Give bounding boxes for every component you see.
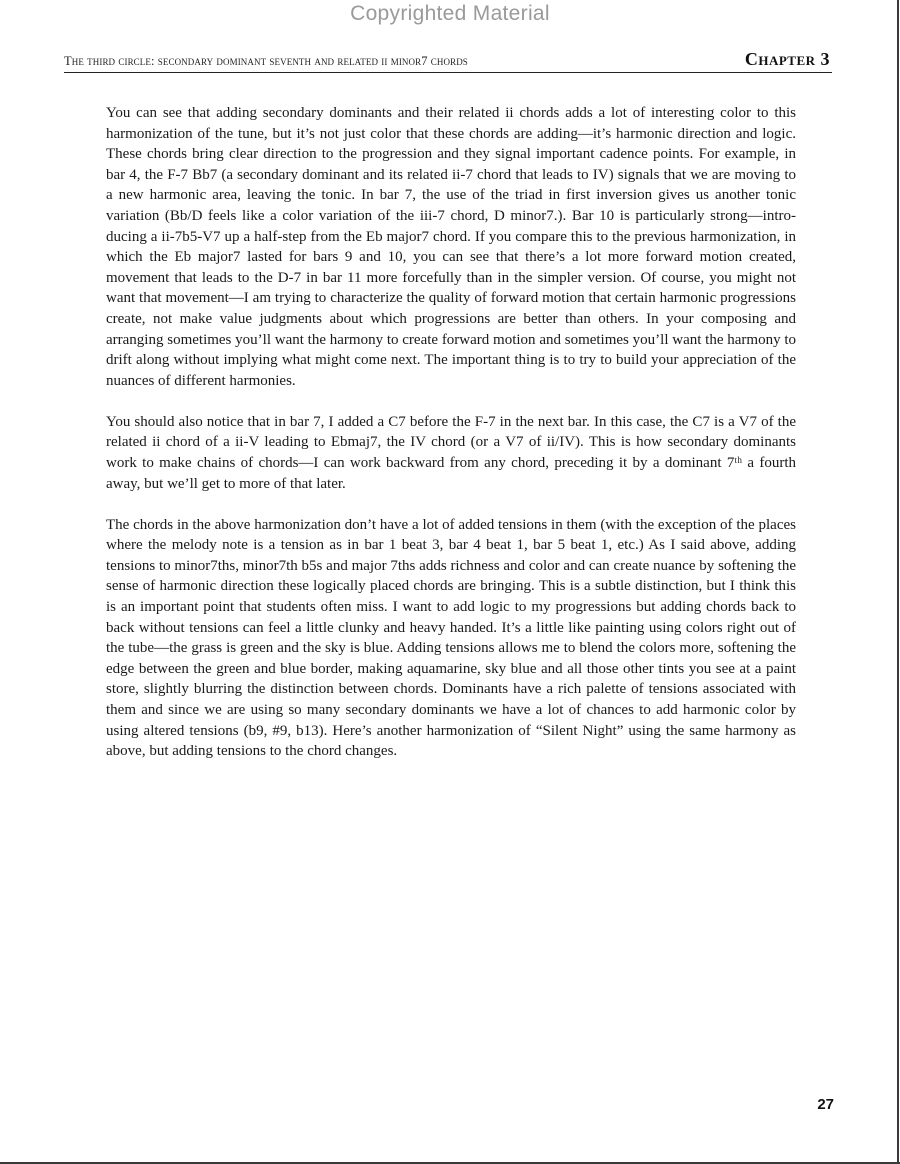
page-number: 27 xyxy=(817,1096,834,1113)
chapter-label: Chapter 3 xyxy=(744,49,830,69)
running-header xyxy=(64,48,832,73)
page-edge-right xyxy=(897,0,899,1164)
running-header-title: The third circle: secondary dominant seventh and related ii minor7 chords xyxy=(64,54,468,68)
paragraph-2: You should also notice that in bar 7, I added a C7 before the F-7 in the next bar. In this case, the C7 is a V7 of the related ii chord of a ii-V leading to Ebmaj7, the IV chord (or a V7 of ii/IV). This is how secondary dominants work to make chains of chords—I can work backward from any chord, preceding it by a dominant 7ᵗʰ a fourth away, but we’ll get to more of that later. xyxy=(106,413,796,492)
paragraph-1: You can see that adding secondary dominants and their related ii chords adds a lot of interesting color to this harmonization of the tune, but it’s not just color that these chords are adding—it’s harmonic direction and logic. These chords bring clear direction to the progression and they signal important cadence points. For example, in bar 4, the F-7 Bb7 (a secondary dominant and its related ii-7 chord that leads to IV) signals that we are moving to a new harmonic area, leaving the tonic. In bar 7, the use of the triad in first inversion gives us another tonic variation (Bb/D feels like a color variation of the iii-7 chord, D minor7.). Bar 10 is particularly strong—introducing a ii-7b5-V7 up a half-step from the Eb major7 chord. If you compare this to the previous harmonization, in which the Eb major7 lasted for bars 9 and 10, you can see that there’s a lot more forward motion created, movement that leads to the D-7 in bar 11 more forcefully than in the simpler version. Of course, you might not want that movement—I am trying to characterize the quality of forward motion that certain harmonic progressions create, not make value judgments about which progressions are better than others. In your composing and arranging sometimes you’ll want the harmony to create forward motion and sometimes you’ll want the harmony to drift along without implying what might come next. The important thing is to try to build your appreciation of the nuances of different harmonies. xyxy=(106,105,796,389)
copyright-watermark: Copyrighted Material xyxy=(350,2,550,25)
paragraph-3: The chords in the above harmonization don’t have a lot of added tensions in them (with the exception of the places where the melody note is a tension as in bar 1 beat 3, bar 4 beat 1, bar 5 beat 1, etc.) As I said above, adding tensions to minor7ths, minor7th b5s and major 7ths adds richness and color and can create nuance by softening the sense of harmonic direction these logically placed chords are bringing. This is a subtle distinction, but I think this is an important point that students often miss. I want to add logic to my progressions but adding chords back to back without tensions can feel a little clunky and heavy handed. It’s a little like painting using colors right out of the tube—the grass is green and the sky is blue. Adding tensions allows me to blend the colors more, softening the edge between the green and blue border, making aquamarine, sky blue and all those other tints you see at a paint store, slightly blurring the distinction between chords. Dominants have a rich palette of tensions associated with them and since we are using so many secondary dominants we have a lot of chances to add harmonic color by using altered tensions (b9, #9, b13). Here’s another harmonization of “Silent Night” using the same harmony as above, but adding tensions to the chord changes. xyxy=(106,516,796,760)
body-text xyxy=(106,103,796,782)
